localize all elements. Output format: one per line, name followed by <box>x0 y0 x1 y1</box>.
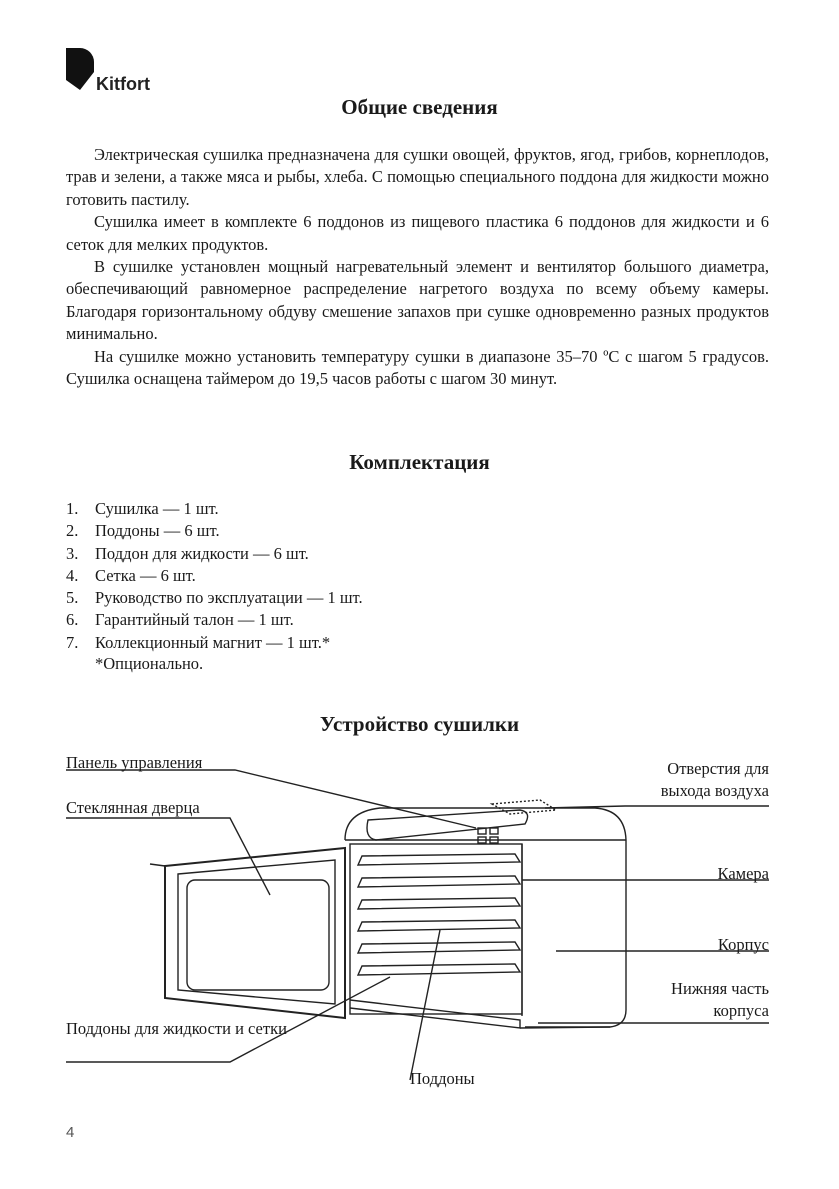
label-bottom: Нижняя часть корпуса <box>671 979 769 1020</box>
control-panel-shape <box>367 810 528 840</box>
list-item: 6. Гарантийный талон — 1 шт. <box>66 610 294 630</box>
paragraph: Сушилка имеет в комплекте 6 поддонов из пищевого пластика 6 поддонов для жидкости и 6 сеток для мелких продуктов. <box>66 212 769 254</box>
paragraph: Электрическая сушилка предназначена для сушки овощей, фруктов, ягод, грибов, корнеплодов, трав и зелени, а также мяса и рыбы, хлеба. С помощью специального поддона для жидкости можно готовить пастилу. <box>66 145 769 209</box>
label-body: Корпус <box>717 935 769 954</box>
paragraph: В сушилке установлен мощный нагревательный элемент и вентилятор большого диаметра, обеспечивающий равномерное распределение нагретого воздуха по всему объему камеры. Благодаря горизонтальному обдуву смешение запахов при сушке одновременно разных продуктов минимально. <box>66 257 769 344</box>
label-control-panel: Панель управления <box>66 753 203 772</box>
list-item: 4. Сетка — 6 шт. <box>66 565 196 585</box>
list-item: 1. Сушилка — 1 шт. <box>66 499 219 518</box>
optional-note: *Опционально. <box>95 654 204 673</box>
list-item: 5. Руководство по эксплуатации — 1 шт. <box>66 588 363 608</box>
label-air-vents: Отверстия для выхода воздуха <box>660 759 769 800</box>
list-item: 2. Поддоны — 6 шт. <box>66 521 220 541</box>
label-glass-door: Стеклянная дверца <box>66 798 200 817</box>
tray <box>358 876 520 887</box>
tray <box>358 898 520 909</box>
section-title-device: Устройство сушилки <box>319 712 520 736</box>
tray <box>358 920 520 931</box>
brand-name: Kitfort <box>96 74 150 94</box>
paragraph: На сушилке можно установить температуру сушки в диапазоне 35–70 ºС с шагом 5 градусов. Сушилка оснащена таймером до 19,5 часов работы с шагом 30 минут. <box>66 346 769 389</box>
list-item: 7. Коллекционный магнит — 1 шт.* <box>66 632 331 652</box>
tray <box>358 942 520 953</box>
brand-logo <box>66 48 176 98</box>
section-title-contents: Комплектация <box>349 450 490 474</box>
control-button-icon <box>490 828 498 834</box>
tray <box>358 964 520 975</box>
label-liquid-trays: Поддоны для жидкости и сетки <box>66 1019 287 1038</box>
tray <box>358 854 520 865</box>
page-number: 4 <box>66 1124 75 1141</box>
kitfort-logo-icon <box>66 48 94 90</box>
list-item: 3. Поддон для жидкости — 6 шт. <box>66 543 309 563</box>
general-text <box>66 144 769 390</box>
label-chamber: Камера <box>717 864 769 883</box>
label-trays: Поддоны <box>410 1069 475 1088</box>
glass-door <box>165 848 345 1018</box>
section-title-general: Общие сведения <box>341 95 498 119</box>
contents-list <box>66 498 363 654</box>
